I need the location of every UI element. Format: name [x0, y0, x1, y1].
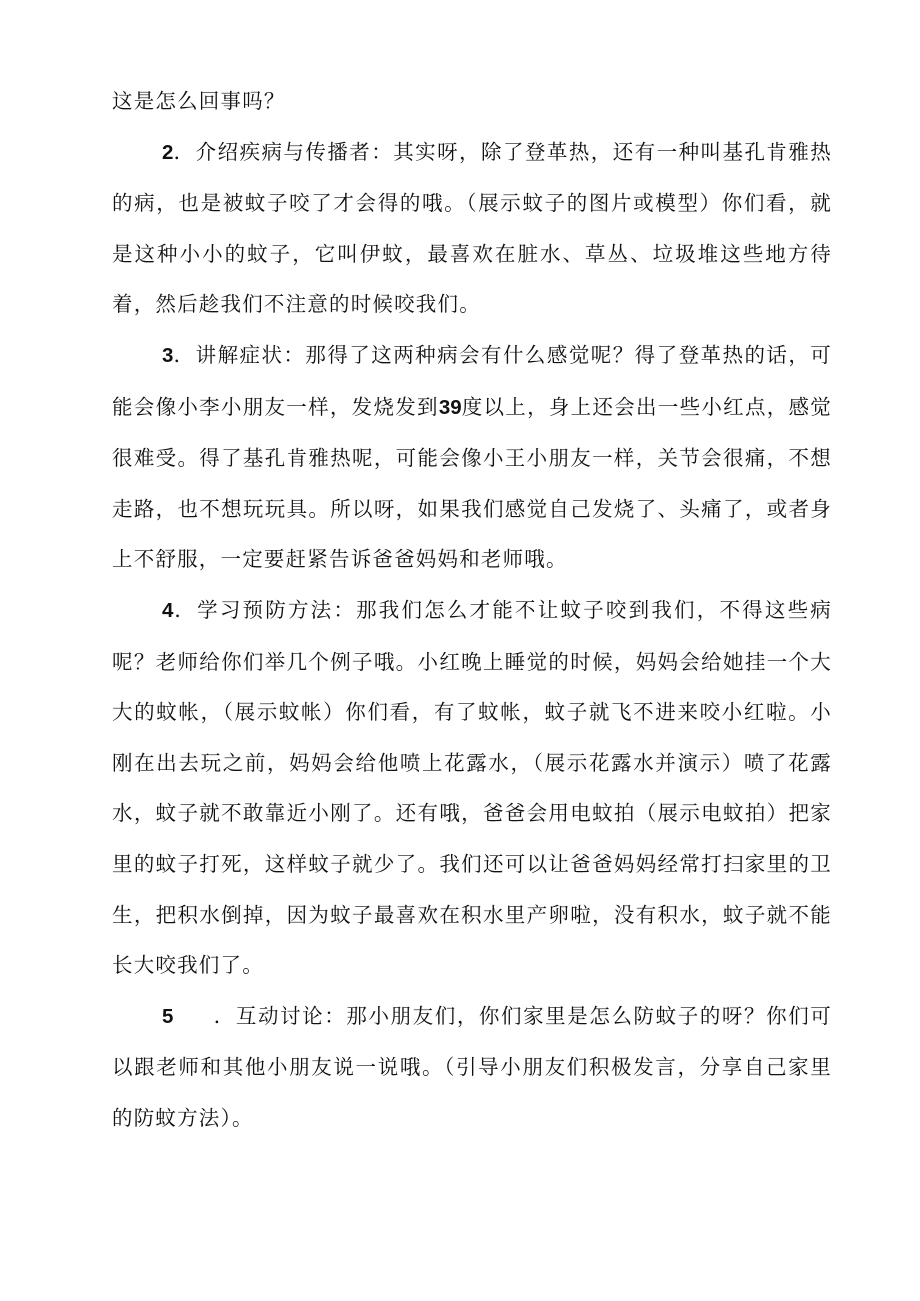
paragraph-continuation — [112, 76, 832, 127]
paragraph-text: ．介绍疾病与传播者：其实呀，除了登革热，还有一种叫基孔肯雅热的病，也是被蚊子咬了才会得的哦。（展示蚊子的图片或模型）你们看，就是这种小小的蚊子，它叫伊蚊，最喜欢在脏水、草丛、垃圾堆这些地方待着，然后趁我们不注意的时候咬我们。 — [112, 139, 832, 317]
item-number: 4 — [162, 598, 174, 622]
paragraph-4-prevention-methods — [112, 585, 832, 991]
paragraph-text: ．学习预防方法：那我们怎么才能不让蚊子咬到我们，不得这些病呢？老师给你们举几个例子哦。小红晚上睡觉的时候，妈妈会给她挂一个大大的蚊帐，（展示蚊帐）你们看，有了蚊帐，蚊子就飞不进来咬小红啦。小刚在出去玩之前，妈妈会给他喷上花露水，（展示花露水并演示）喷了花露水，蚊子就不敢靠近小刚了。还有哦，爸爸会用电蚊拍（展示电蚊拍）把家里的蚊子打死，这样蚊子就少了。我们还可以让爸爸妈妈经常打扫家里的卫生，把积水倒掉，因为蚊子最喜欢在积水里产卵啦，没有积水，蚊子就不能长大咬我们了。 — [112, 597, 832, 978]
paragraph-text: 这是怎么回事吗？ — [112, 89, 286, 113]
document-body — [112, 76, 832, 1143]
paragraph-2-introduce-disease — [112, 127, 832, 330]
paragraph-5-interactive-discussion — [112, 991, 832, 1144]
paragraph-text-before: ．讲解症状：那得了这两种病会有什么感觉呢？得了登革热的话，可能会像小李小朋友一样，发烧发到 — [112, 342, 832, 419]
paragraph-text-after: 度以上，身上还会出一些小红点，感觉很难受。得了基孔肯雅热呢，可能会像小王小朋友一样，关节会很痛，不想走路，也不想玩玩具。所以呀，如果我们感觉自己发烧了、头痛了，或者身上不舒服，一定要赶紧告诉爸爸妈妈和老师哦。 — [112, 394, 833, 572]
paragraph-text: ．互动讨论：那小朋友们，你们家里是怎么防蚊子的呀？你们可以跟老师和其他小朋友说一说哦。（引导小朋友们积极发言，分享自己家里的防蚊方法）。 — [112, 1003, 832, 1130]
temperature-number: 39 — [438, 395, 462, 419]
paragraph-3-explain-symptoms — [112, 330, 832, 585]
item-number: 5 — [162, 1004, 174, 1028]
item-number: 2 — [162, 140, 174, 164]
item-number: 3 — [162, 343, 174, 367]
